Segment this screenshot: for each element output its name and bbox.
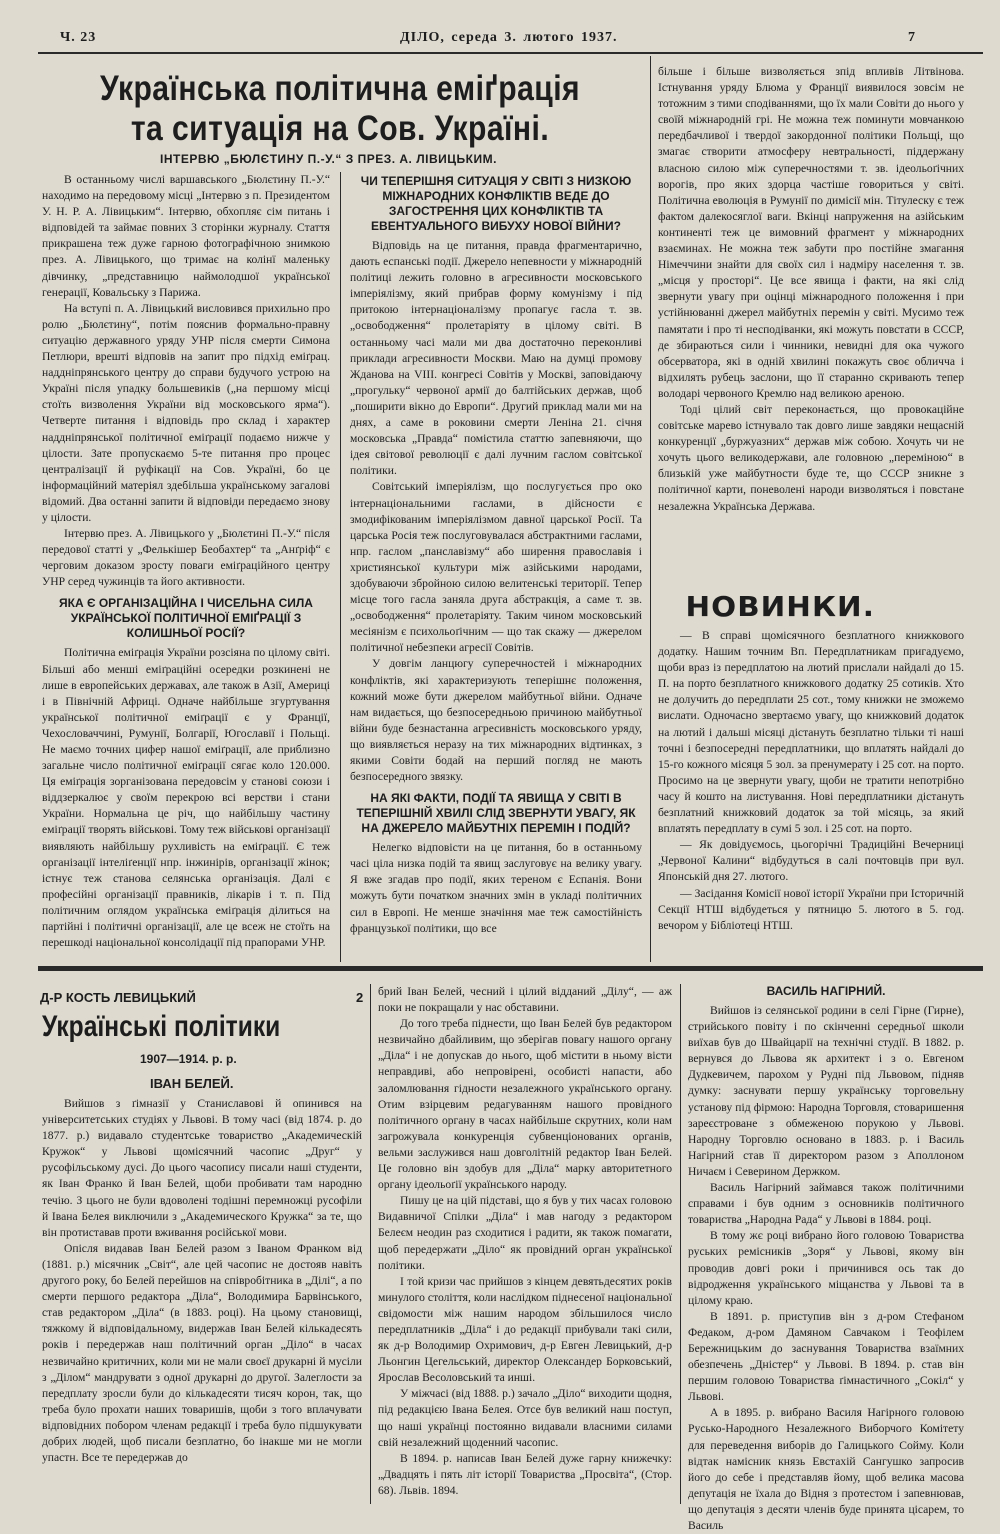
news-item: — В справі щомісячного безплатного книжкового додатку. Нашим точним Вп. Передплатникам пригадуємо, щоби враз із передплатою на лютий прислали найдалі до 15. П. на порто безплатного книжкового додатку 25 сотиків. Хто не долучить до передплати 25 сот., тому книжки не зможемо вислати. Одночасно звертаємо увагу, що книжковий додаток на лютий і дальші місяці дістануть безплатно тільки ті наші точні і безпосередні передплатники, що вплатять найдалі до 15-го кожного місяця 5 зол. за пренумерату і 25 сот. на порто. Просимо на це звернути увагу, щоби не тратити непотрібно часу й кошто на листування. Нові передплатники дістануть безплатний книжковий додаток за той місяць, за який вплатять передплату в сумі 5 зол. і 25 сот. на порто. <box>658 629 964 836</box>
column-divider-2 <box>650 56 651 962</box>
paragraph: Інтервю през. А. Лівицького у „Бюлєтині П.-У.“ після передової статті у „Фелькішер Беобахтер“ та „Анґріф“ є черговим доказом зросту поваги еміґраційного центру УНР серед чужинців та його активности. <box>42 527 330 589</box>
article2-part-number: 2 <box>356 990 364 1005</box>
question-heading: ЧИ ТЕПЕРІШНЯ СИТУАЦІЯ У СВІТІ З НИЗКОЮ МІЖНАРОДНИХ КОНФЛІКТІВ ВЕДЕ ДО ЗАГОСТРЕННЯ ЦИХ КОНФЛІКТІВ ТА ЕВЕНТУАЛЬНОГО ВИБУХУ НОВОЇ ВІЙНИ? <box>360 174 632 233</box>
news-item: — Як довідуємось, цьогорічні Традиційні Вечерниці „Червоної Калини“ відбудуться в салі почтовців при вул. Японській дня 27. лютого. <box>658 838 964 884</box>
paragraph: Відповідь на це питання, правда фрагментарично, дають еспанські події. Джерело непевности у міжнародній політиці лежить головно в агресивности московського імперіялізму, який прибрав форму комунізму і під притокою інтернаціоналізму пропагує гасла т. зв. „освободження“ пролетаріяту в цілому світі. В останньому часі мали ми два достаточно переконливі приклади агресивности Москви. Маю на думці промову Жданова на VIII. конгресі Совітів у Москві, заповідаючу „прогульку“ червоної армії до балтійських держав, щоб „поширити вікно до Европи“. Другий приклад мали ми на днях, а саме в роковини смерти Леніна 21. січня московська „Правда“ помістила статтю запевняючи, що ідея світової революції є далі лучним гаслом совітської політики. <box>350 239 642 478</box>
paragraph: більше і більше визволяється зпід впливів Літвінова. Істнування уряду Блюма у Франції виявилося зовсім не тотожним з тими сподіваннями, що їх мали Совіти до нього у своїй міжнародній грі. Не можна теж поминути мовчанкою передбачливої і твердої закордонної політики Польщі, що змагає створити атмосферу невтральності, піддержану власною силою між суперечностями т. зв. ідеольоґічних ворогів, про яких здорца частіше говориться у світі. Політична еволюція в Румунії по димісії мін. Тітулеску є теж фактом далекосяглої ваги. Вкінці напруження на азійським континенті теж це вимовний фрагмент у міжнародних взаєминах. Не можна теж забути про постійне змагання Німеччини знайти для своїх сил і надміру населення т. зв. „місця у просторі“. Це все явища і факти, на які слід звернути увагу при оцінці міжнародного положення і при устійнюванні джерел майбутніх перемін у світі. Мусимо теж памятати і про ті несподіванки, які можуть повстати в СССР, де збираються сили і чинники, невидні для ока чужого обсерватора, які в одній хвилині покажуть своє обличча і відхилять рубець заслони, що її старанно скривають тепер володарі червоного Кремлю над великою ареною. <box>658 65 964 400</box>
column-divider-1 <box>340 172 341 962</box>
header-rule <box>38 52 983 54</box>
article1-column-1 <box>42 172 330 951</box>
article2-years: 1907—1914. р. р. <box>140 1052 237 1066</box>
paragraph: Пишу це на цій підставі, що я був у тих часах головою Видавничої Спілки „Діла“ і мав нагоду з редактором Белеєм неодин раз сходитися і радити, як також помагати, щоб передержати „Діло“ як провідний орган української політики. <box>378 1194 672 1272</box>
article-title-line2: та ситуація на Сов. Україні. <box>130 109 550 148</box>
article2-author: Д-Р КОСТЬ ЛЕВИЦЬКИЙ <box>40 990 196 1005</box>
question-heading: ЯКА Є ОРГАНІЗАЦІЙНА І ЧИСЕЛЬНА СИЛА УКРАЇНСЬКОЇ ПОЛІТИЧНОЇ ЕМІҐРАЦІЇ З КОЛИШНЬОЇ РОСІЇ? <box>59 596 313 641</box>
news-column <box>658 628 964 934</box>
news-item: — Засідання Комісії нової історії України при Історичній Секції НТШ відбудеться у пятницю 5. лютого в 5. год. вечором у Бібліотеці НТШ. <box>658 886 964 932</box>
paragraph: В 1894. р. написав Іван Белей дуже гарну книжечку: „Двадцять і пять літ історії Товариства „Просвіта“, (Стор. 68). Львів. 1894. <box>378 1451 672 1497</box>
column-divider-3 <box>370 984 371 1504</box>
article2-column-1 <box>42 1096 362 1466</box>
paragraph: І той кризи час прийшов з кінцем девятьдесятих років минулого століття, коли наслідком піднесеної національної свідомости між нашим народом збільшилося число передплатників „Діла“ і до редакції прибували такі сили, як д-р Володимир Охримович, д-р Евген Левицький, д-р Льонгин Цегельський, директор Олександер Борковський, Ярослав Весоловський та инші. <box>378 1274 672 1385</box>
paragraph: А в 1895. р. вибрано Василя Нагірного головою Русько-Народного Незалежного Виборчого Комітету для переведення виборів до Галицького Сойму. Коли відтак намісник князь Евстахій Сангушко запросив його до себе і представляв йому, щоб велика масова депутація не їхала до Відня з протестом і запевнював, що депутація з десяти членів буде принята цісарем, то Василь <box>688 1406 964 1532</box>
paragraph: брий Іван Белей, чесний і цілий відданий „Ділу“, — аж поки не покращали у нас обставини. <box>378 985 672 1015</box>
article2-title: Українські політики <box>42 1010 281 1043</box>
paragraph: Вийшов із селянської родини в селі Гірне (Гирне), стрийського повіту і по скінченні середньої школи виїхав був до Швайцарії на технічні студії. В 1882. р. вернувся до Львова як архитект і з о. Евгеном Дудкевичем, парохом у Рудні під Львовом, підняв думку: заснувати першу українську торговельну установу під фірмою: Народна Торговля, стоваришення зареєстроване з обмеженою порукою у Львові. Народну Торговлю основано в 1883. р. і Василь Нагірний став її директором разом з Аполлоном Ничаєм і Северином Держком. <box>688 1004 964 1178</box>
paragraph: Василь Нагірний займався також політичними справами і був одним з основників політичного товариства „Народна Рада“ у Львові в 1884. році. <box>688 1181 964 1227</box>
question-heading: НА ЯКІ ФАКТИ, ПОДІЇ ТА ЯВИЩА У СВІТІ В ТЕПЕРІШНІЙ ХВИЛІ СЛІД ЗВЕРНУТИ УВАГУ, ЯК НА ДЖЕРЕЛО МАЙБУТНІХ ПЕРЕМІН І ПОДІЙ? <box>356 791 636 836</box>
paragraph: Тоді цілий світ переконається, що провокаційне совітське марево істнувало так довго лише завдяки нещасній конкуренції „буржуазних“ держав між собою. Хочуть чи не хочуть цього великодержави, але головною „переміною“ в близькій уже майбутности буде те, що СССР зникне з політичної карти, поневолені народи визволяться і повстане незалежна Українська Держава. <box>658 402 964 513</box>
page-number: 7 <box>908 30 916 45</box>
paragraph: Нелегко відповісти на це питання, бо в останньому часі ціла низка подій та явищ заслуговує на велику увагу. Я вже згадав про події, яких тереном є Еспанія. Вони можуть бути початком значних змін в укладі політичних сил в Европі. Не менше значіння мае теж самостійність французької політики, що все <box>350 841 642 935</box>
paragraph: У міжчасі (від 1888. р.) зачало „Діло“ виходити щодня, під редакцією Івана Белея. Отсе був великий наш поступ, що наші українці постоянно видавали власними силами свій незалежний щоденний часопис. <box>378 1387 672 1449</box>
page-label: Ч. 23 <box>60 30 97 45</box>
paragraph: В останньому числі варшавського „Бюлєтину П.-У.“ находимо на передовому місці „Інтервю з п. Президентом У. Н. Р. А. Лівицьким“. Інтервю, обхопляє сім питань і відповідей та займає повних 3 сторінки журналу. Стаття прикрашена теж дуже гарною фотографічною знимкою през. А. Лівицького, що тримає на колінї маленьку дівчинку, „представницю наймолодшої української генерації, Ковальську з Парижа. <box>42 173 330 299</box>
article1-column-3 <box>658 64 964 515</box>
article2-column-2 <box>378 984 672 1499</box>
column-divider-4 <box>680 984 681 1504</box>
paragraph: В тому жє році вибрано його головою Товариства руських ремісників „Зоря“ у Львові, якому він проводив довгі роки і причинився ось так до відродження українського міщанства у Львові та в цілому краю. <box>688 1229 964 1307</box>
paragraph: В 1891. р. приступив він з д-ром Стефаном Федаком, д-ром Дамяном Савчаком і Теофілем Бережницьким до заснування Товариства взаїмних обезпечень „Дністер“ у Львові. В 1894. р. став він першим головою Товариства ґімнастичного „Сокіл“ у Львові. <box>688 1309 964 1404</box>
paragraph: Політична еміґрація України розсіяна по цілому світі. Більші або менші еміґраційні осередки розкинені не лише в европейських державах, але також в Азії, Америці і в Північній Африці. Одначе найбільше згуртування української політичної еміґрації є у Франції, Чехословаччині, Румунії, Болгарії, Югославії і Польщі. Не маємо точних цифер нашої еміґрації, але приблизно загальне число політичної еміґрації сягає коло 120.000. Ця еміґрація зорганізована передовсім у станові союзи і віддзеркалює у своїм перекрою всі верстви і стани України. Нормальна це річ, що найбільшу частину еміґрації творять військові. Тому теж військові організації виявляють найбільшу рухливість на еміґрації. Є теж організації інтеліґенції нпр. інжинірів, організації жінок; істнує теж станова селянська організація. Далі є професійні організації правників, лікарів і т. п. Під політичним оглядом українська еміґрація ділиться на партійні і політичні організації, але це всеж не стоїть на перешкоді національної консолідації під прапорами УНР. <box>42 646 330 950</box>
paragraph: Опісля видавав Іван Белей разом з Іваном Франком від (1881. р.) місячник „Світ“, але цей часопис не достояв навіть другого року, бо Белей перейшов на співробітника в „Ділі“, а по смерти першого редактора „Діла“, Володимира Барвінського, став редактором „Діла“ (в 1883. році). На цьому становищі, тяжкому й відповідальному, видержав Іван Белей кількадесять років і передержав наш політичний орган „Діло“ в часах незвичайно критичних, коли ми не мали своєї друкарні й мусіли з „Ділом“ мандрувати з одної друкарні до другої. Залеглости за передплату зросли були до кількадесяти тисяч корон, так, що треба було прохати наших товаришів, щоби з того вплачувати відповідних побором членам редакції і треба було підшукувати добрих людей, щоб писали безплатно, бо інакше ми не могли упастн. Все те передержав до <box>42 1241 362 1465</box>
masthead: ДІЛО, середа 3. лютого 1937. <box>400 30 618 45</box>
article2-column-3 <box>688 984 964 1534</box>
article-title-line1: Українська політична еміґрація <box>99 69 581 108</box>
section-heading: ВАСИЛЬ НАГІРНИЙ. <box>766 984 886 998</box>
paragraph: До того треба піднести, що Іван Белей був редактором незвичайно дбайливим, що зберігав повагу нашого органу „Діла“ і не допускав до нього, щоб містити в ньому вісти неправдиві, або непровірені, особисті напасти, або заломлювання гідности незалежного українського органу. Отим взірцевим редагуванням нашого провідного політичного органу в часах найбільше скрутних, коли нам загрожувала конкуренція субвенціонованих органів, вельми заслужився наш довголітній редактор Іван Белей. Це головно він здобув для „Діла“ марку авторитетного органу ідеольоґії українського народу. <box>378 1017 672 1192</box>
paragraph: У довгім ланцюгу суперечностей і міжнародних конфліктів, які характеризують теперішнє положення, кожний може бути джерелом майбутньої війни. Одначе нам видається, що безпосередньою причиною майбутньої війни буде безнастанна агресивність московського уряду, що виявляється неразу на тих міжнародних відтинках, з якими Совіти бодай на перший погляд не мають безпосередного звязку. <box>350 657 642 784</box>
article2-section-heading: ІВАН БЕЛЕЙ. <box>150 1076 234 1091</box>
article1-column-2 <box>350 172 642 937</box>
article-subtitle: ІНТЕРВЮ „БЮЛЄТИНУ П.-У.“ З ПРЕЗ. А. ЛІВИЦЬКИМ. <box>160 152 497 166</box>
section-divider <box>38 966 983 971</box>
paragraph: Совітський імперіялізм, що послугується про око інтернаціональними гаслами, в дійсности є змодифікованим імперіялізмом давної царської Росії. Та царська Росія теж послуговувалася абстрактними гаслами, нпр. гаслом „панславізму“ або ширення православія і християнської культури між азійськими народами, здобуваючи збройною силою велитенські території. Тепер місце того гасла заняла друга абстракція, а саме т. зв. „освободження“ пролетаріяту. Таким чином московський месіянізм є психольоґічним — що так скажу — джерелом політичної небезпеки агресії Совітів. <box>350 480 642 655</box>
news-heading: НОВИНКИ. <box>685 590 875 623</box>
paragraph: Вийшов з ґімназії у Станиславові й опинився на університетських студіях у Львові. В тому часі (від 1874. р. до 1877. р.) видавало студентське товариство „Академическій Кружок“ у Львові щомісячний часопис „Друг“ у русофільському дусі. До цього часопису писали наші студенти, як Іван Франко й Іван Белей, щоби пробивати там народню течію. З цього не були вдоволені тодішні перемножці русофіли й Івана Белея виключили з „Академического Кружка“ за те, що він протиставав проти вживання російської мови. <box>42 1097 362 1239</box>
paragraph: На вступі п. А. Лівицький висловився прихильно про ролю „Бюлєтину“, потім пояснив формально-правну ситуацію державного уряду УНР після смерти Симона Петлюри, врешті відповів на запит про підхід еміґрац. наддніпрянського центру до справи будучого устрою на Україні після упадку большевиків („на першому місці стоїть визволення України від московського ярма“). Четверте питання і відповідь про склад і характер наддніпрянської політичної еміґрації подаємо нижче у цілости. Зате пропускаємо 5-те питання про процес централізації й руфікації на Сов. Україні, бо це інформаційний матеріял здебільша українському загалові відомий. Два останні запити й відповіди передаємо знову у цілости. <box>42 301 330 524</box>
